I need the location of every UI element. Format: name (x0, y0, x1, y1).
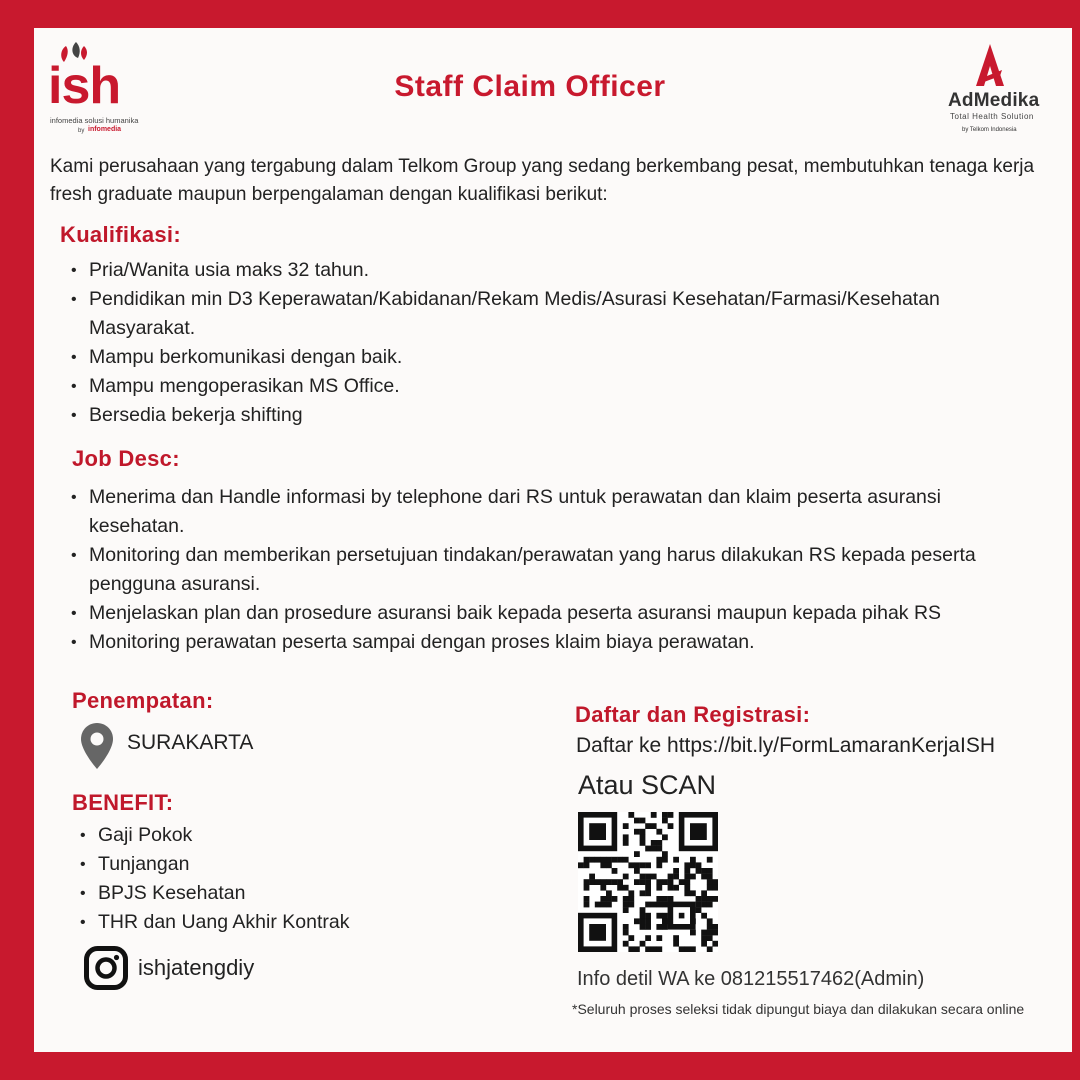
list-item: • Mampu berkomunikasi dengan baik. (71, 343, 1001, 372)
ish-logo-parent: infomedia (88, 126, 122, 133)
list-item: • Gaji Pokok (80, 821, 480, 850)
list-item: • Monitoring dan memberikan persetujuan tindakan/perawatan yang harus dilakukan RS kepada peserta pengguna asuransi. (71, 541, 1011, 599)
instagram-icon (84, 946, 128, 995)
list-item: • THR dan Uang Akhir Kontrak (80, 908, 480, 937)
list-item: • Pendidikan min D3 Keperawatan/Kabidanan/Rekam Medis/Asurasi Kesehatan/Farmasi/Kesehatan Masyarakat. (71, 285, 1001, 343)
intro-paragraph: Kami perusahaan yang tergabung dalam Telkom Group yang sedang berkembang pesat, membutuhkan tenaga kerja fresh graduate maupun berpengalaman dengan kualifikasi berikut: (50, 156, 1035, 205)
scan-label: Atau SCAN (578, 770, 717, 800)
list-item: • BPJS Kesehatan (80, 879, 480, 908)
list-item: • Tunjangan (80, 850, 480, 879)
admedika-logo (940, 40, 1050, 140)
qr-code[interactable] (578, 812, 718, 957)
job-title: Staff Claim Officer (394, 70, 666, 103)
jobdesc-heading: Job Desc: (72, 446, 180, 471)
list-item: • Mampu mengoperasikan MS Office. (71, 372, 1001, 401)
qr-code-graphic (578, 812, 718, 952)
admedika-logo-by: by Telkom Indonesia (962, 127, 1017, 133)
kualifikasi-heading: Kualifikasi: (60, 222, 181, 247)
list-item: • Menjelaskan plan dan prosedure asuransi baik kepada peserta asuransi maupun kepada pihak RS (71, 599, 1011, 628)
registration-link[interactable]: Daftar ke https://bit.ly/FormLamaranKerjaISH (576, 734, 995, 757)
benefit-list (80, 821, 480, 937)
location-pin-icon (80, 722, 114, 775)
list-item: • Monitoring perawatan peserta sampai dengan proses klaim biaya perawatan. (71, 628, 1011, 657)
list-item: • Pria/Wanita usia maks 32 tahun. (71, 256, 1001, 285)
penempatan-heading: Penempatan: (72, 688, 214, 713)
instagram-handle[interactable]: ishjatengdiy (138, 955, 255, 980)
registrasi-heading: Daftar dan Registrasi: (575, 702, 811, 727)
admedika-logo-text: AdMedika (948, 90, 1040, 111)
ish-logo-text: ish (48, 57, 121, 115)
whatsapp-info: Info detil WA ke 081215517462(Admin) (577, 968, 925, 990)
ish-logo-by: by (78, 128, 85, 134)
ish-logo-tagline: infomedia solusi humanika (50, 116, 139, 125)
benefit-heading: BENEFIT: (72, 790, 174, 815)
fee-note: *Seluruh proses seleksi tidak dipungut biaya dan dilakukan secara online (572, 1001, 1025, 1017)
location-text: SURAKARTA (127, 731, 254, 754)
jobdesc-list (71, 483, 1011, 657)
admedika-logo-tagline: Total Health Solution (950, 112, 1034, 121)
list-item: • Menerima dan Handle informasi by telephone dari RS untuk perawatan dan klaim peserta asuransi kesehatan. (71, 483, 1011, 541)
kualifikasi-list (71, 256, 1001, 430)
list-item: • Bersedia bekerja shifting (71, 401, 1001, 430)
